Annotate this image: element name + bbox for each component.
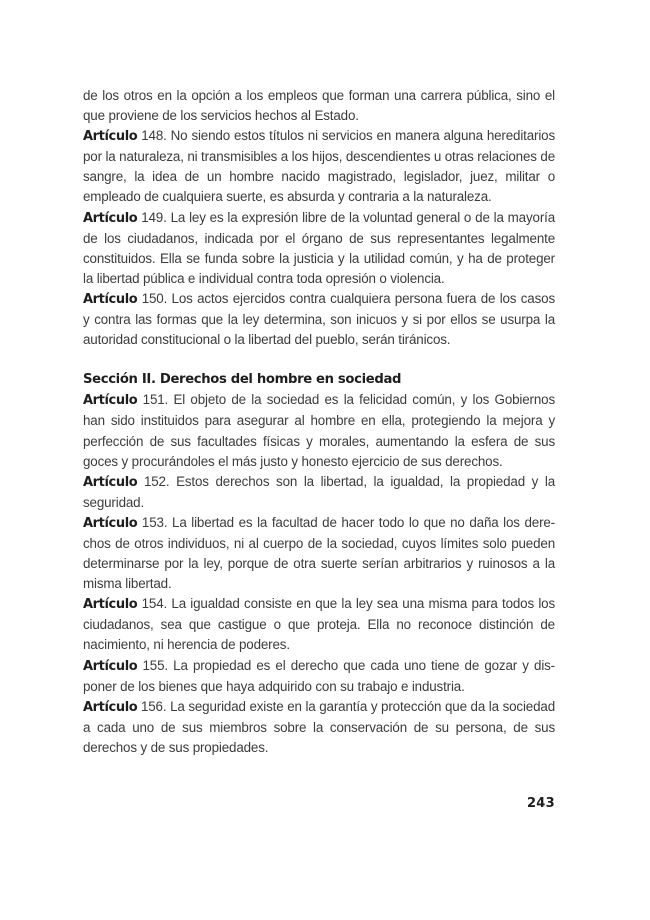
article-156 (83, 697, 555, 758)
article-label: Artículo (83, 393, 138, 409)
article-label: Artículo (83, 474, 138, 490)
article-text: 151. El objeto de la sociedad es la felicidad común, y los Gobiernos han sido instituidos para asegurar al hombre en ella, protegiendo la mejora y perfección de sus facultades físicas y morales, aumentando la esfera de sus goces y procurándoles el más justo y honesto ejercicio de sus derechos. (83, 392, 555, 469)
article-label: Artículo (83, 291, 138, 307)
article-text: 149. La ley es la expresión libre de la voluntad general o de la mayoría de los ciudadanos, indicada por el órgano de sus representantes legalmente constituidos. Ella se funda sobre la justicia y la utilidad común, y ha de proteger la libertad pública e individual contra toda opresión o violencia. (83, 209, 555, 286)
article-label: Artículo (83, 597, 138, 613)
article-149 (83, 208, 555, 289)
article-label: Artículo (83, 129, 138, 145)
article-text: 152. Estos derechos son la libertad, la igualdad, la propiedad y la seguridad. (83, 473, 555, 510)
article-label: Artículo (83, 699, 138, 715)
article-label: Artículo (83, 210, 138, 226)
document-page-body (83, 86, 555, 758)
article-text: 153. La libertad es la facultad de hacer todo lo que no daña los dere-chos de otros individuos, ni al cuerpo de la sociedad, cuyos límites solo pueden determinarse por la ley, porque de otra suerte serían arbitrarios y ruinosos a la misma libertad. (83, 514, 555, 592)
article-150 (83, 289, 555, 350)
intro-paragraph: de los otros en la opción a los empleos que forman una carrera pública, sino el que proviene de los servicios hechos al Estado. (83, 88, 555, 124)
article-text: 155. La propiedad es el derecho que cada uno tiene de gozar y dis-poner de los bienes que haya adquirido con su trabajo e industria. (83, 657, 555, 694)
article-152 (83, 472, 555, 513)
page-number: 243 (526, 796, 555, 811)
article-153 (83, 513, 555, 594)
article-151 (83, 390, 555, 471)
article-155 (83, 656, 555, 697)
article-154 (83, 594, 555, 655)
article-148 (83, 126, 555, 207)
article-label: Artículo (83, 658, 138, 674)
article-text: 150. Los actos ejercidos contra cualquiera persona fuera de los casos y contra las formas que la ley determina, son inicuos y si por ellos se usurpa la autoridad constitucional o la libertad del pueblo, serán tiránicos. (83, 290, 555, 348)
article-text: 156. La seguridad existe en la garantía y protección que da la sociedad a cada uno de sus miembros sobre la conservación de su persona, de sus derechos y de sus propiedades. (83, 698, 555, 755)
article-text: 148. No siendo estos títulos ni servicios en manera alguna hereditarios por la naturaleza, ni transmisibles a los hijos, descendientes u otras relaciones de sangre, la idea de un hombre nacido magistrado, legislador, juez, militar o empleado de cualquiera suerte, es absurda y contraria a la naturaleza. (83, 128, 555, 205)
article-text: 154. La igualdad consiste en que la ley sea una misma para todos los ciudadanos, sea que castigue o que proteja. Ella no reconoce distinción de nacimiento, ni herencia de poderes. (83, 596, 555, 653)
section-heading: Sección II. Derechos del hombre en sociedad (83, 372, 402, 388)
article-label: Artículo (83, 515, 138, 531)
